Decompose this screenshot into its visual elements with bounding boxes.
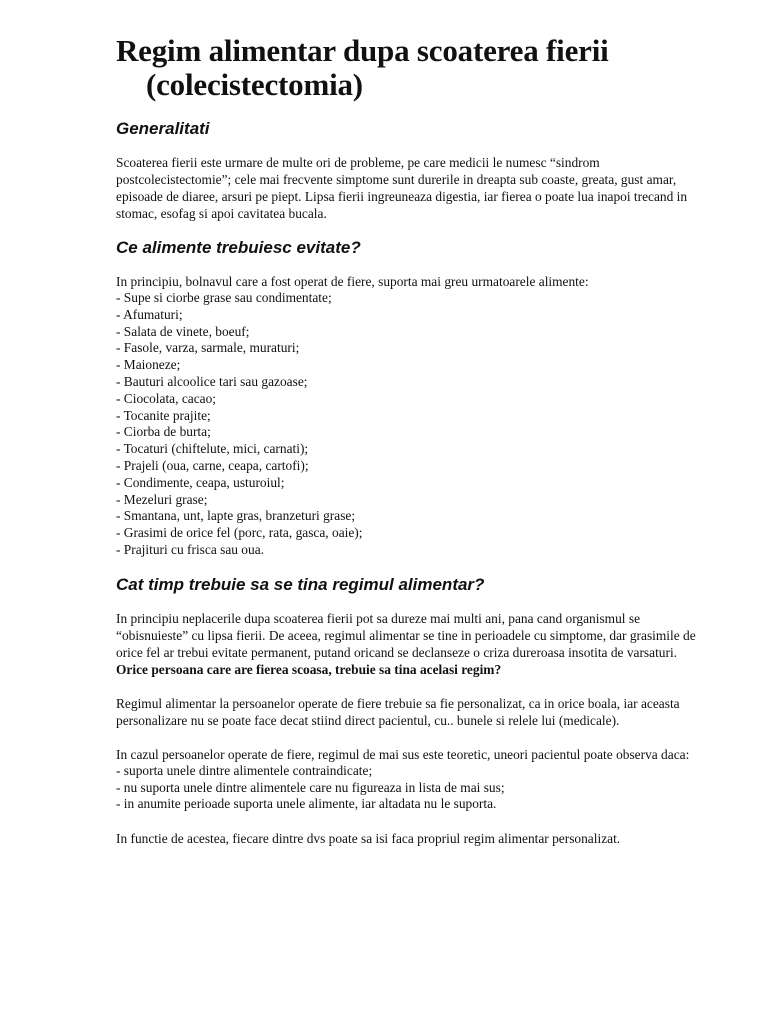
paragraph-generalitati: Scoaterea fierii este urmare de multe ori de probleme, pe care medicii le numesc “sindrom postcolecistectomie”; cele mai frecvente simptome sunt durerile in dreapta sub coaste, greata, gust amar, episoade de diaree, arsuri pe piept. Lipsa fierii ingreuneaza digestia, iar fierea o poate lua inapoi trecand in stomac, esofag si apoi cavitatea bucala. (116, 155, 688, 221)
heading-generalitati: Generalitati (116, 119, 210, 138)
list-item: - Maioneze; (116, 357, 181, 373)
list-item: - Ciorba de burta; (116, 424, 211, 440)
list-item: - Smantana, unt, lapte gras, branzeturi grase; (116, 508, 356, 524)
list-item: - in anumite perioade suporta unele alimente, iar altadata nu le suporta. (116, 796, 497, 812)
list-item: - nu suporta unele dintre alimentele care nu figureaza in lista de mai sus; (116, 779, 505, 795)
title-line-1: Regim alimentar dupa scoaterea fierii (116, 33, 609, 68)
list-item: - Afumaturi; (116, 306, 183, 322)
list-item: - Fasole, varza, sarmale, muraturi; (116, 340, 300, 356)
paragraph-timp-4: In functie de acestea, fiecare dintre dvs poate sa isi faca propriul regim alimentar personalizat. (116, 831, 621, 847)
list-item: - Salata de vinete, boeuf; (116, 323, 250, 339)
paragraph-timp-2: Regimul alimentar la persoanelor operate de fiere trebuie sa fie personalizat, ca in orice boala, iar aceasta personalizare nu se poate face decat stiind direct pacientul, cu.. bunele si relele lui (medicale). (116, 695, 680, 728)
list-item: - Ciocolata, cacao; (116, 390, 217, 406)
document-title (116, 34, 706, 102)
bold-question: Orice persoana care are fierea scoasa, trebuie sa tina acelasi regim? (116, 661, 502, 677)
list-item: - Prajeli (oua, carne, ceapa, cartofi); (116, 457, 309, 473)
list-item: - Prajituri cu frisca sau oua. (116, 541, 264, 557)
document-page (116, 34, 706, 847)
list-observatii (116, 763, 706, 813)
list-alimente-evitate (116, 290, 706, 559)
list-item: - Condimente, ceapa, usturoiul; (116, 474, 285, 490)
paragraph-evitate-intro: In principiu, bolnavul care a fost operat de fiere, suporta mai greu urmatoarele alimente: (116, 274, 589, 289)
heading-timp-regim: Cat timp trebuie sa se tina regimul alimentar? (116, 574, 485, 594)
list-item: - Bauturi alcoolice tari sau gazoase; (116, 373, 308, 389)
list-item: - Mezeluri grase; (116, 491, 208, 507)
title-line-2: (colecistectomia) (146, 67, 363, 102)
heading-alimente-evitate: Ce alimente trebuiesc evitate? (116, 238, 361, 257)
paragraph-timp-1: In principiu neplacerile dupa scoaterea fierii pot sa dureze mai multi ani, pana cand organismul se “obisnuieste” cu lipsa fierii. De aceea, regimul alimentar se tine in perioadele cu simptome, dar grasimile de orice fel ar trebui evitate permanent, putand oricand se declanseze o criza dureroasa insotita de varsaturi. (116, 610, 696, 660)
list-item: - Tocanite prajite; (116, 407, 211, 423)
list-item: - suporta unele dintre alimentele contraindicate; (116, 762, 373, 778)
list-item: - Grasimi de orice fel (porc, rata, gasca, oaie); (116, 525, 363, 541)
list-item: - Supe si ciorbe grase sau condimentate; (116, 290, 332, 305)
list-item: - Tocaturi (chiftelute, mici, carnati); (116, 441, 309, 457)
paragraph-timp-3-intro: In cazul persoanelor operate de fiere, regimul de mai sus este teoretic, uneori pacientul poate observa daca: (116, 746, 690, 762)
